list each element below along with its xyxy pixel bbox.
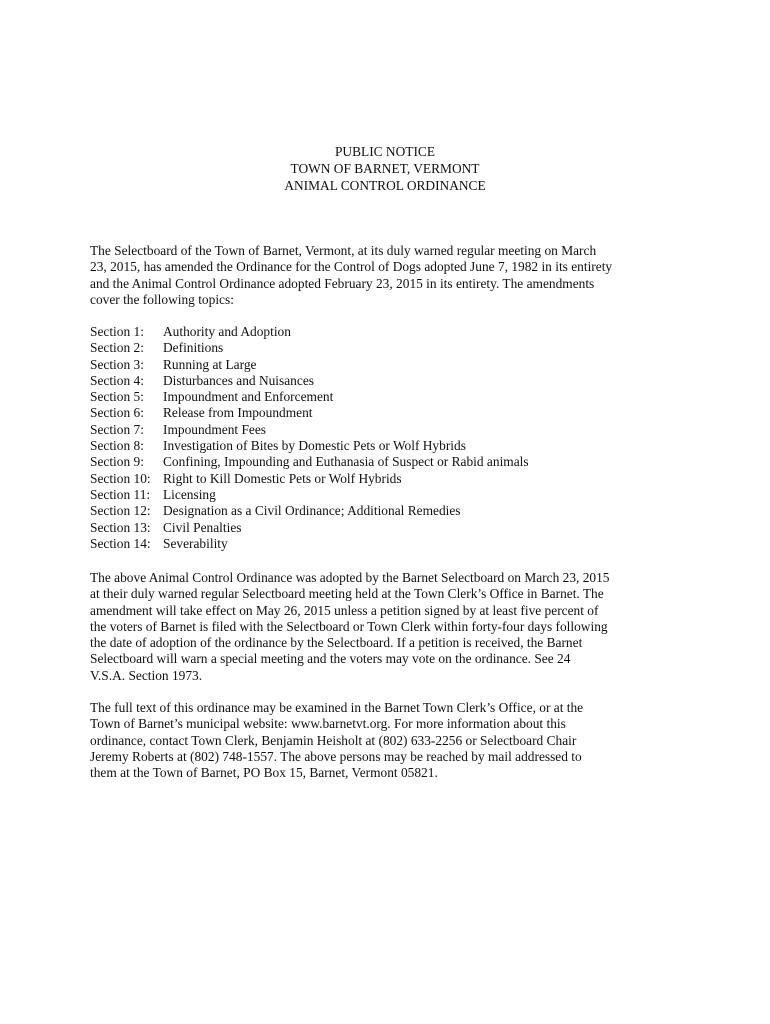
section-number: Section 13: xyxy=(90,519,151,535)
contact-paragraph xyxy=(90,700,690,781)
section-title: Confining, Impounding and Euthanasia of Suspect or Rabid animals xyxy=(163,454,529,470)
section-number: Section 1: xyxy=(90,324,144,339)
notice-title xyxy=(0,144,770,195)
section-list xyxy=(90,324,690,552)
section-item xyxy=(90,438,690,454)
adoption-line: amendment will take effect on May 26, 2015 unless a petition signed by at least five percent of xyxy=(90,602,599,618)
contact-line: them at the Town of Barnet, PO Box 15, Barnet, Vermont 05821. xyxy=(90,765,438,781)
section-number: Section 9: xyxy=(90,454,144,470)
section-number: Section 7: xyxy=(90,421,144,437)
section-number: Section 3: xyxy=(90,356,144,372)
section-item xyxy=(90,422,690,438)
intro-line: cover the following topics: xyxy=(90,291,234,307)
section-title: Licensing xyxy=(163,486,216,502)
section-title: Civil Penalties xyxy=(163,519,242,535)
intro-line: The Selectboard of the Town of Barnet, Vermont, at its duly warned regular meeting on March xyxy=(90,243,597,258)
adoption-line: at their duly warned regular Selectboard meeting held at the Town Clerk’s Office in Barnet. The xyxy=(90,586,604,602)
contact-line: ordinance, contact Town Clerk, Benjamin Heisholt at (802) 633-2256 or Selectboard Chair xyxy=(90,732,577,748)
title-ordinance: ANIMAL CONTROL ORDINANCE xyxy=(284,178,486,193)
adoption-line: The above Animal Control Ordinance was adopted by the Barnet Selectboard on March 23, 2015 xyxy=(90,570,610,585)
section-item xyxy=(90,405,690,421)
section-number: Section 8: xyxy=(90,438,144,454)
section-title: Designation as a Civil Ordinance; Additional Remedies xyxy=(163,503,461,519)
section-item xyxy=(90,471,690,487)
section-title: Impoundment Fees xyxy=(163,421,267,437)
section-number: Section 11: xyxy=(90,486,151,502)
section-item xyxy=(90,520,690,536)
section-title: Definitions xyxy=(163,340,224,356)
adoption-line: the date of adoption of the ordinance by the Selectboard. If a petition is received, the Barnet xyxy=(90,635,583,651)
section-title: Impoundment and Enforcement xyxy=(163,389,334,405)
section-item xyxy=(90,357,690,373)
section-number: Section 14: xyxy=(90,535,151,551)
section-item xyxy=(90,389,690,405)
section-title: Authority and Adoption xyxy=(163,324,291,339)
section-title: Disturbances and Nuisances xyxy=(163,372,314,388)
section-title: Investigation of Bites by Domestic Pets or Wolf Hybrids xyxy=(163,438,466,454)
contact-line: Town of Barnet’s municipal website: www.barnetvt.org. For more information about this xyxy=(90,716,566,732)
contact-line: The full text of this ordinance may be examined in the Barnet Town Clerk’s Office, or at the xyxy=(90,700,584,715)
adoption-paragraph xyxy=(90,570,690,684)
intro-line: 23, 2015, has amended the Ordinance for the Control of Dogs adopted June 7, 1982 in its entirety xyxy=(90,259,613,275)
adoption-line: the voters of Barnet is filed with the Selectboard or Town Clerk within forty-four days following xyxy=(90,618,608,634)
section-number: Section 10: xyxy=(90,470,151,486)
section-item xyxy=(90,324,690,340)
section-item xyxy=(90,503,690,519)
section-number: Section 6: xyxy=(90,405,144,421)
section-item xyxy=(90,487,690,503)
section-title: Running at Large xyxy=(163,356,257,372)
section-number: Section 4: xyxy=(90,372,144,388)
section-title: Severability xyxy=(163,535,228,551)
contact-line: Jeremy Roberts at (802) 748-1557. The above persons may be reached by mail addressed to xyxy=(90,748,582,764)
section-item xyxy=(90,373,690,389)
title-public-notice: PUBLIC NOTICE xyxy=(334,144,436,159)
adoption-line: Selectboard will warn a special meeting and the voters may vote on the ordinance. See 24 xyxy=(90,651,571,667)
title-town: TOWN OF BARNET, VERMONT xyxy=(290,161,480,176)
section-number: Section 2: xyxy=(90,340,144,356)
adoption-line: V.S.A. Section 1973. xyxy=(90,667,203,683)
section-item xyxy=(90,340,690,356)
section-title: Right to Kill Domestic Pets or Wolf Hybrids xyxy=(163,470,402,486)
section-number: Section 12: xyxy=(90,503,151,519)
section-title: Release from Impoundment xyxy=(163,405,313,421)
intro-paragraph xyxy=(90,243,690,308)
section-item xyxy=(90,536,690,552)
section-item xyxy=(90,454,690,470)
intro-line: and the Animal Control Ordinance adopted February 23, 2015 in its entirety. The amendments xyxy=(90,275,595,291)
section-number: Section 5: xyxy=(90,389,144,405)
